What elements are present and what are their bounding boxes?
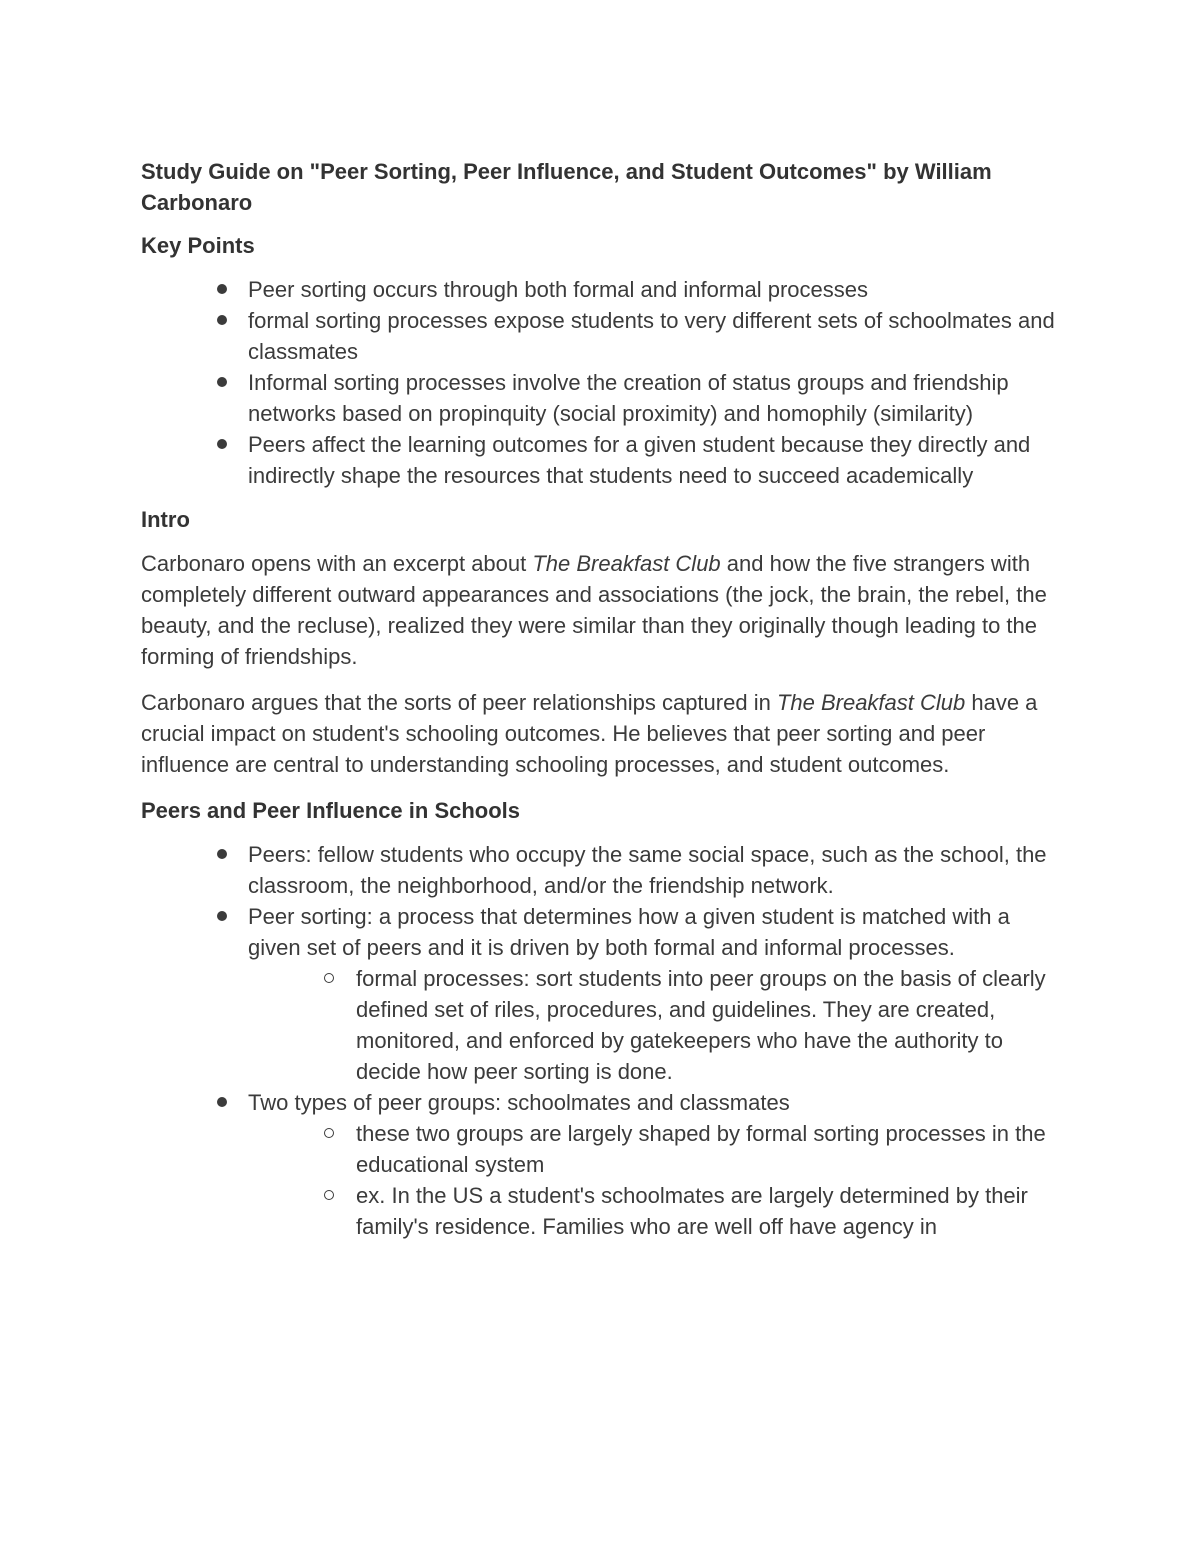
list-item: Peer sorting: a process that determines how a given student is matched with a given set of peers and it is driven by both formal and informal processes. formal processes: sort students into peer groups on the basis of clearly defined set of riles, procedures, and guidelines. They are created, monitored, and enforced by gatekeepers who have the authority to decide how peer sorting is done.	[248, 901, 1066, 1087]
list-item: Informal sorting processes involve the creation of status groups and friendship networks based on propinquity (social proximity) and homophily (similarity)	[248, 367, 1066, 429]
intro-paragraph-1: Carbonaro opens with an excerpt about The Breakfast Club and how the five strangers with completely different outward appearances and associations (the jock, the brain, the rebel, the beauty, and the recluse), realized they were similar than they originally though leading to the forming of friendships.	[141, 551, 1047, 669]
key-points-heading: Key Points	[141, 233, 255, 258]
bullet-icon	[217, 1097, 227, 1107]
intro-heading: Intro	[141, 507, 190, 532]
circle-bullet-icon	[324, 973, 334, 983]
sub-list	[248, 1118, 1066, 1242]
list-item: Two types of peer groups: schoolmates and classmates these two groups are largely shaped by formal sorting processes in the educational system ex. In the US a student's schoolmates are largely determined by their family's residence. Families who are well off have agency in	[248, 1087, 1066, 1242]
document-title: Study Guide on "Peer Sorting, Peer Influence, and Student Outcomes" by William Carbonaro	[141, 159, 992, 215]
sub-list	[248, 963, 1066, 1087]
bullet-icon	[217, 315, 227, 325]
sub-list-item: these two groups are largely shaped by formal sorting processes in the educational system	[356, 1118, 1066, 1180]
document-page	[141, 156, 1066, 1255]
bullet-icon	[217, 439, 227, 449]
bullet-icon	[217, 377, 227, 387]
list-item: Peers affect the learning outcomes for a given student because they directly and indirectly shape the resources that students need to succeed academically	[248, 429, 1066, 491]
circle-bullet-icon	[324, 1190, 334, 1200]
intro-paragraph-2: Carbonaro argues that the sorts of peer relationships captured in The Breakfast Club have a crucial impact on student's schooling outcomes. He believes that peer sorting and peer influence are central to understanding schooling processes, and student outcomes.	[141, 690, 1038, 777]
peers-section-heading: Peers and Peer Influence in Schools	[141, 798, 521, 823]
film-title: The Breakfast Club	[532, 551, 721, 576]
bullet-icon	[217, 849, 227, 859]
list-item: formal sorting processes expose students to very different sets of schoolmates and classmates	[248, 305, 1066, 367]
sub-list-item: ex. In the US a student's schoolmates are largely determined by their family's residence. Families who are well off have agency in	[356, 1180, 1066, 1242]
bullet-icon	[217, 911, 227, 921]
key-points-list	[141, 274, 1066, 491]
peers-list	[141, 839, 1066, 1242]
sub-list-item: formal processes: sort students into peer groups on the basis of clearly defined set of riles, procedures, and guidelines. They are created, monitored, and enforced by gatekeepers who have the authority to decide how peer sorting is done.	[356, 963, 1066, 1087]
circle-bullet-icon	[324, 1128, 334, 1138]
list-item: Peers: fellow students who occupy the same social space, such as the school, the classroom, the neighborhood, and/or the friendship network.	[248, 839, 1066, 901]
list-item: Peer sorting occurs through both formal and informal processes	[248, 274, 1066, 305]
bullet-icon	[217, 284, 227, 294]
film-title: The Breakfast Club	[776, 690, 966, 715]
